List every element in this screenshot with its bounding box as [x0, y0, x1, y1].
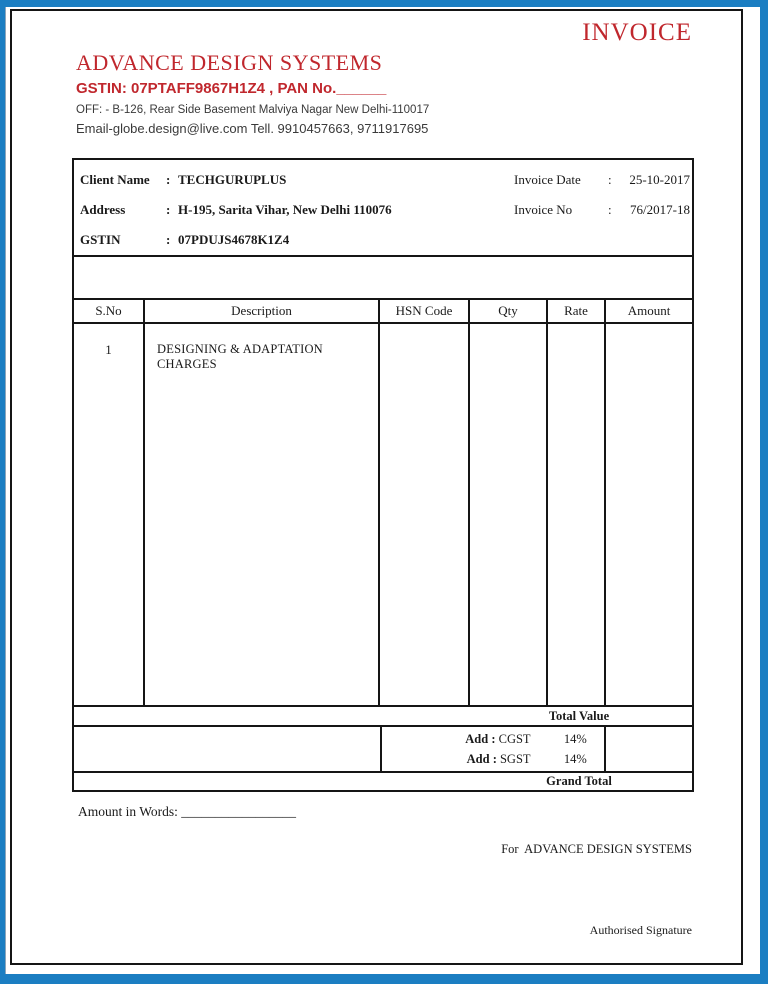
cgst-row [382, 729, 604, 749]
item-description-cell: DESIGNING & ADAPTATION CHARGES [145, 324, 380, 705]
cgst-rate: 14% [563, 731, 587, 746]
total-value-label: Total Value [548, 708, 610, 723]
grand-total-row [74, 771, 692, 790]
company-gstin-pan-line: GSTIN: 07PTAFF9867H1Z4 , PAN No.______ [76, 80, 387, 97]
add-word: Add : [465, 731, 496, 746]
tax-mid-cell [382, 727, 606, 771]
cgst-label [382, 732, 547, 747]
header-qty: Qty [470, 300, 548, 322]
client-name-label: Client Name [80, 172, 150, 187]
client-name-value: TECHGURUPLUS [178, 172, 287, 187]
for-company-line: For ADVANCE DESIGN SYSTEMS [501, 842, 692, 856]
colon: : [166, 172, 171, 187]
invoice-table [72, 158, 694, 792]
total-value-row [74, 705, 692, 725]
tax-rows [74, 725, 692, 771]
header-amount: Amount [627, 303, 671, 318]
invoice-no-group [514, 202, 690, 218]
sgst-row [382, 749, 604, 769]
client-address-row [74, 195, 692, 225]
company-office-address: OFF: - B-126, Rear Side Basement Malviya Nagar New Delhi-110017 [76, 104, 430, 116]
colon: : [166, 232, 171, 247]
items-header-row [74, 298, 692, 324]
item-amount-cell [606, 324, 692, 705]
header-sno: S.No [74, 300, 145, 322]
invoice-no-value: 76/2017-18 [630, 202, 690, 217]
address-value: H-195, Sarita Vihar, New Delhi 110076 [178, 202, 392, 217]
invoice-date-value: 25-10-2017 [629, 172, 690, 187]
authorised-signature-label: Authorised Signature [589, 923, 692, 937]
item-rate-cell [548, 324, 606, 705]
invoice-no-label: Invoice No [514, 202, 573, 217]
client-info-section [74, 160, 692, 255]
sgst-name: SGST [499, 751, 531, 766]
client-gstin-row [74, 225, 692, 255]
company-name: ADVANCE DESIGN SYSTEMS [76, 50, 383, 75]
address-label: Address [80, 202, 126, 217]
tax-amount-empty-cell [606, 727, 692, 771]
client-gstin-value: 07PDUJS4678K1Z4 [178, 232, 290, 247]
amount-in-words: Amount in Words: _________________ [78, 804, 297, 819]
item-qty-cell [470, 324, 548, 705]
add-word: Add : [466, 751, 497, 766]
item-hsn-cell [380, 324, 470, 705]
client-name-row [74, 165, 692, 195]
cgst-name: CGST [498, 731, 531, 746]
invoice-date-group [514, 172, 690, 188]
colon: : [608, 172, 612, 187]
header-hsn-code: HSN Code [380, 300, 470, 322]
colon: : [166, 202, 171, 217]
header-rate: Rate [548, 300, 606, 322]
colon: : [608, 202, 612, 217]
sgst-label [382, 752, 547, 767]
tax-left-empty-cell [74, 727, 382, 771]
grand-total-label: Grand Total [546, 774, 612, 788]
item-sno-cell: 1 [74, 324, 145, 705]
empty-spacer-row [74, 255, 692, 298]
company-email-phone: Email-globe.design@live.com Tell. 9910457663, 9711917695 [76, 121, 429, 136]
invoice-title: INVOICE [582, 19, 692, 46]
sgst-rate: 14% [563, 751, 587, 766]
header-description: Description [145, 300, 380, 322]
invoice-page [10, 9, 743, 965]
invoice-date-label: Invoice Date [514, 172, 581, 187]
client-gstin-label: GSTIN [80, 232, 121, 247]
items-body [74, 324, 692, 705]
